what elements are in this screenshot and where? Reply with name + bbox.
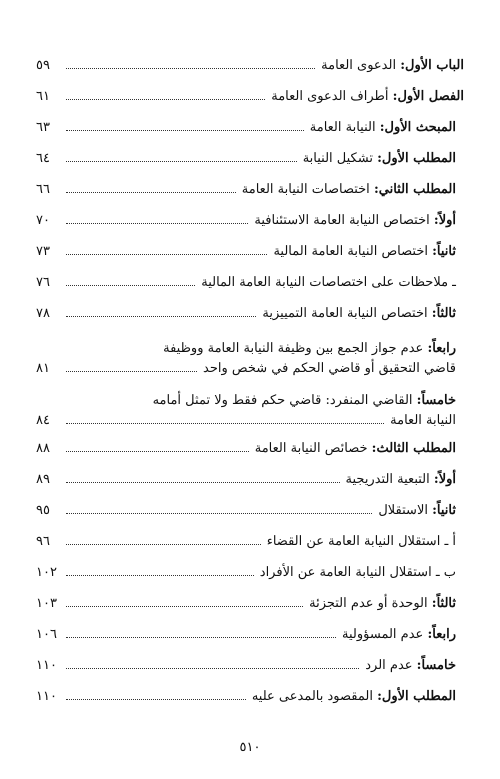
toc-entry-label: [378, 503, 456, 518]
toc-entry-heading: رابعاً:: [427, 627, 456, 642]
toc-page-number: ٨٨: [36, 441, 50, 456]
toc-entry-title: عدم المسؤولية: [342, 627, 428, 642]
toc-group-2: [36, 441, 464, 720]
toc-page-number: ١٠٣: [36, 596, 57, 611]
toc-entry-label: [262, 306, 456, 321]
toc-entry: [36, 503, 464, 534]
toc-entry-heading: الباب الأول:: [400, 58, 464, 73]
toc-page-number: ٧٣: [36, 244, 50, 259]
dot-leader: [66, 154, 297, 162]
toc-entry-label: [242, 182, 456, 197]
toc-entry: [36, 565, 464, 596]
toc-entry-heading: ثالثاً:: [431, 306, 456, 321]
toc-entry-line2: [36, 413, 456, 441]
toc-page-number: ١٠٦: [36, 627, 57, 642]
toc-entry-heading: المطلب الأول:: [377, 689, 456, 704]
toc-entry: [36, 151, 464, 182]
table-of-contents: [36, 58, 464, 720]
toc-entry: [36, 58, 464, 89]
toc-entry-title: النيابة العامة: [309, 120, 380, 135]
page-number: ٥١٠: [239, 740, 261, 755]
dot-leader: [66, 692, 246, 700]
toc-entry-title: تشكيل النيابة: [302, 151, 378, 166]
dot-leader: [66, 123, 304, 131]
toc-entry: [36, 596, 464, 627]
toc-entry-title: اختصاص النيابة العامة الاستئنافية: [254, 213, 434, 228]
toc-page-number: ٦٤: [36, 151, 50, 166]
toc-entry: [36, 689, 464, 720]
toc-entry: [36, 658, 464, 689]
toc-page-number: ٧٦: [36, 275, 50, 290]
toc-entry-title: عدم جواز الجمع بين وظيفة النيابة العامة ووظيفة: [163, 341, 428, 356]
toc-entry: [36, 275, 464, 306]
toc-page-number: ١١٠: [36, 658, 57, 673]
toc-entry-multiline: [36, 389, 464, 441]
toc-entry-title: اختصاص النيابة العامة المالية: [273, 244, 433, 259]
dot-leader: [66, 278, 195, 286]
toc-entry-multiline: [36, 337, 464, 389]
dot-leader: [66, 309, 256, 317]
toc-entry-title: خصائص النيابة العامة: [254, 441, 372, 456]
toc-entry-heading: خامساً:: [416, 658, 456, 673]
toc-page-number: ٧٨: [36, 306, 50, 321]
toc-page-number: ٩٥: [36, 503, 50, 518]
dot-leader: [66, 506, 372, 514]
toc-entry-label: [252, 689, 456, 704]
toc-page-number: ٦٦: [36, 182, 50, 197]
dot-leader: [66, 475, 340, 483]
toc-group-1: [36, 58, 464, 337]
toc-entry-title: القاضي المنفرد: قاضي حكم فقط ولا تمثل أمامه: [152, 393, 417, 408]
toc-entry-heading: المطلب الثالث:: [371, 441, 456, 456]
toc-entry-heading: ثالثاً:: [431, 596, 456, 611]
toc-entry-title: الدعوى العامة: [321, 58, 401, 73]
toc-page-number: ١١٠: [36, 689, 57, 704]
toc-entry: [36, 441, 464, 472]
dot-leader: [66, 216, 248, 224]
dot-leader: [66, 416, 384, 424]
toc-entry-heading: أولاً:: [433, 472, 456, 487]
dot-leader: [66, 568, 254, 576]
toc-page-number: ٩٦: [36, 534, 50, 549]
toc-entry-title: المقصود بالمدعى عليه: [251, 689, 378, 704]
toc-entry-heading: خامساً:: [416, 393, 456, 408]
toc-entry: [36, 306, 464, 337]
toc-entry-label: [309, 596, 456, 611]
toc-entry-label: [310, 120, 456, 135]
toc-entry-label: [254, 213, 456, 228]
toc-page-number: ٨٩: [36, 472, 50, 487]
toc-page-number: ٨١: [36, 361, 50, 376]
toc-page-number: ٦١: [36, 89, 50, 104]
toc-entry-heading: الفصل الأول:: [392, 89, 464, 104]
toc-entry-label: [260, 565, 456, 580]
dot-leader: [66, 92, 265, 100]
toc-entry-heading: المبحث الأول:: [379, 120, 456, 135]
dot-leader: [66, 537, 261, 545]
toc-entry-title: اختصاص النيابة العامة التمييزية: [262, 306, 432, 321]
toc-entry-title-continued: النيابة العامة: [390, 413, 456, 428]
toc-entry-heading: ثانياً:: [432, 503, 456, 518]
toc-entry-label: [303, 151, 456, 166]
toc-entry-line1: [36, 389, 456, 413]
toc-entry-heading: أولاً:: [433, 213, 456, 228]
toc-page-number: ٦٣: [36, 120, 50, 135]
toc-entry: [36, 472, 464, 503]
toc-entry-title: الوحدة أو عدم التجزئة: [309, 596, 432, 611]
toc-entry: [36, 244, 464, 275]
dot-leader: [66, 661, 359, 669]
toc-entry-label: [365, 658, 456, 673]
dot-leader: [66, 247, 267, 255]
toc-entry-title: ب ـ استقلال النيابة العامة عن الأفراد: [259, 565, 456, 580]
toc-entry: [36, 182, 464, 213]
toc-page-number: ٧٠: [36, 213, 50, 228]
toc-entry-heading: المطلب الثاني:: [373, 182, 456, 197]
toc-entry: [36, 120, 464, 151]
toc-entry-label: [321, 58, 464, 73]
toc-entry-line1: [36, 337, 456, 361]
toc-entry-label: [346, 472, 456, 487]
toc-group-multiline: [36, 337, 464, 441]
dot-leader: [66, 599, 303, 607]
toc-page-number: ٨٤: [36, 413, 50, 428]
toc-page-number: ٥٩: [36, 58, 50, 73]
dot-leader: [66, 61, 315, 69]
toc-entry-heading: المطلب الأول:: [377, 151, 456, 166]
toc-entry-label: [273, 244, 456, 259]
dot-leader: [66, 630, 336, 638]
dot-leader: [66, 444, 249, 452]
toc-page-number: ١٠٢: [36, 565, 57, 580]
dot-leader: [66, 185, 236, 193]
toc-entry-title: أطراف الدعوى العامة: [271, 89, 393, 104]
toc-entry-title: أ ـ استقلال النيابة العامة عن القضاء: [266, 534, 456, 549]
toc-entry-title: عدم الرد: [365, 658, 417, 673]
toc-entry-title: الاستقلال: [378, 503, 433, 518]
toc-entry-title-continued: قاضي التحقيق أو قاضي الحكم في شخص واحد: [203, 361, 456, 376]
toc-entry: [36, 627, 464, 658]
toc-entry-heading: رابعاً:: [427, 341, 456, 356]
toc-entry-heading: ثانياً:: [432, 244, 456, 259]
dot-leader: [66, 364, 197, 372]
toc-entry-label: [267, 534, 456, 549]
toc-entry-title: ـ ملاحظات على اختصاصات النيابة العامة المالية: [201, 275, 456, 290]
toc-entry: [36, 89, 464, 120]
toc-entry: [36, 534, 464, 565]
toc-entry-label: [271, 89, 464, 104]
toc-entry-label: [342, 627, 456, 642]
toc-entry-title: التبعية التدريجية: [345, 472, 434, 487]
toc-entry-label: [201, 275, 456, 290]
toc-entry: [36, 213, 464, 244]
toc-entry-label: [255, 441, 456, 456]
toc-entry-title: اختصاصات النيابة العامة: [241, 182, 374, 197]
toc-entry-line2: [36, 361, 456, 389]
